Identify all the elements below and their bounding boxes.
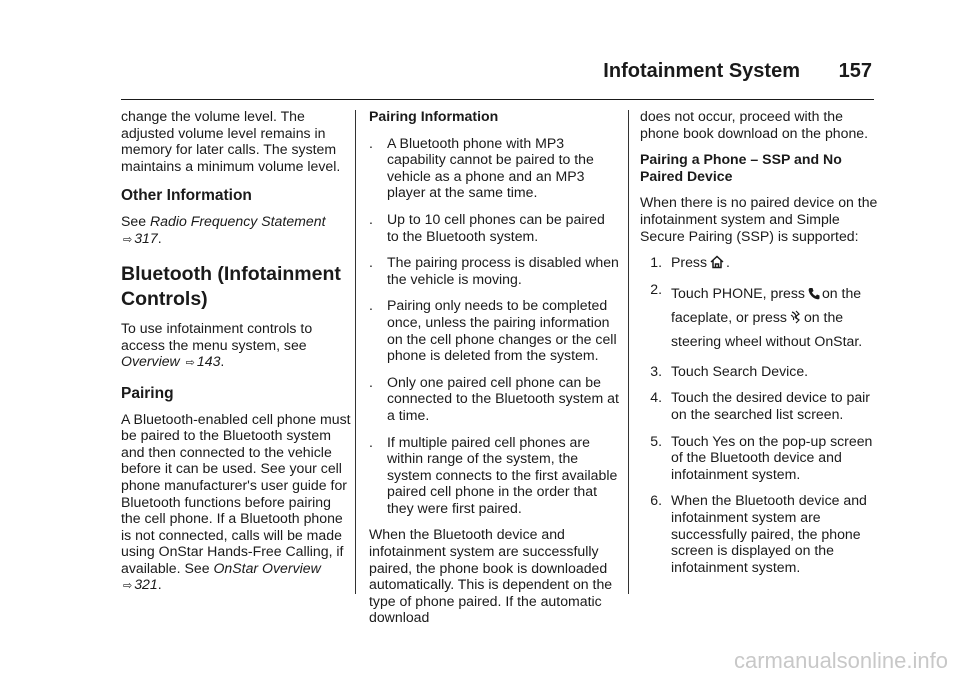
voice-recognition-icon <box>790 310 802 324</box>
list-item <box>640 492 880 575</box>
list-item <box>640 363 880 380</box>
bullet-text: If multiple paired cell phones are within range of the system, the system connects to the first available paired cell phone in the order that they were first paired. <box>387 433 618 516</box>
bullet-mark: . <box>369 373 373 390</box>
bullet-text: A Bluetooth phone with MP3 capability cannot be paired to the vehicle as a phone and an MP3 player at the same time. <box>387 134 594 201</box>
ssp-intro-paragraph: When there is no paired device on the infotainment system and Simple Secure Pairing (SSP) is supported: <box>640 194 878 244</box>
step-2-text-b: on the <box>821 284 862 301</box>
list-item <box>369 135 619 201</box>
step-number: 6. <box>650 492 662 509</box>
home-icon <box>710 255 724 269</box>
list-item <box>640 389 880 422</box>
page-ref-arrow-icon: ⇨ <box>185 357 195 370</box>
bullet-text: Up to 10 cell phones can be paired to the Bluetooth system. <box>387 210 605 244</box>
phone-book-paragraph: When the Bluetooth device and infotainment system are successfully paired, the phone book is downloaded automatically. This is dependent on the type of phone paired. If the automatic download <box>369 526 613 626</box>
pairing-body-text: A Bluetooth-enabled cell phone must be paired to the Bluetooth system and then connected to the vehicle before it can be used. See your cell phone manufacturer's user guide for Bluetooth functions before pairing the cell phone. If a Bluetooth phone is not connected, calls will be made using OnStar Hands-Free Calling, if available. See <box>121 410 351 576</box>
step-number: 5. <box>650 432 662 449</box>
column-1 <box>121 108 353 605</box>
column-divider-1 <box>355 110 356 594</box>
step-2-text-a: Touch PHONE, press <box>671 284 805 301</box>
list-item <box>369 434 619 517</box>
list-item <box>640 254 880 271</box>
pairing-heading: Pairing <box>121 384 174 402</box>
step-text: Touch Yes on the pop-up screen of the Bluetooth device and infotainment system. <box>671 432 873 482</box>
list-item <box>369 297 619 363</box>
column-2 <box>369 108 619 636</box>
step-number: 3. <box>650 362 662 379</box>
step-2-text-d: on the steering wheel without OnStar. <box>671 308 863 349</box>
step-text: Touch Search Device. <box>671 362 809 379</box>
bullet-text: Pairing only needs to be completed once, unless the pairing information on the cell phone changes or the cell phone is deleted from the system. <box>387 297 617 364</box>
page-ref-arrow-icon: ⇨ <box>123 580 133 593</box>
bullet-text: Only one paired cell phone can be connected to the Bluetooth system at a time. <box>387 373 619 423</box>
step-number: 4. <box>650 389 662 406</box>
bluetooth-section-heading <box>121 262 353 312</box>
onstar-overview-page[interactable]: 321 <box>134 576 158 593</box>
bullet-mark: . <box>369 134 373 151</box>
column-divider-2 <box>628 110 629 594</box>
bullet-text: The pairing process is disabled when the vehicle is moving. <box>387 254 619 287</box>
step-text: When the Bluetooth device and infotainment system are successfully paired, the phone screen is displayed on the infotainment system. <box>671 492 867 575</box>
step-number: 1. <box>650 254 662 271</box>
bullet-mark: . <box>369 210 373 227</box>
page-header-title: Infotainment System <box>603 60 800 82</box>
other-information-heading: Other Information <box>121 187 252 205</box>
pairing-information-heading: Pairing Information <box>369 108 499 124</box>
intro-paragraph: change the volume level. The adjusted volume level remains in memory for later calls. The system maintains a minimum volume level. <box>121 108 341 174</box>
column-3 <box>640 108 880 585</box>
list-item <box>640 281 880 353</box>
step-1-text: Press <box>671 254 708 271</box>
header-rule <box>121 99 874 100</box>
page-ref-arrow-icon: ⇨ <box>123 233 133 246</box>
radio-reference-paragraph: See Radio Frequency Statement ⇨ 317. <box>121 212 326 246</box>
step-2-text-c: faceplate, or press <box>671 308 787 325</box>
bullet-mark: . <box>369 254 373 271</box>
list-item <box>369 211 619 244</box>
list-item <box>640 433 880 483</box>
overview-page[interactable]: 143 <box>196 353 221 370</box>
step-text: Touch the desired device to pair on the searched list screen. <box>671 389 870 422</box>
list-item <box>369 374 619 424</box>
see-label: See <box>121 212 147 229</box>
step-text: Press . <box>671 254 730 271</box>
ssp-heading: Pairing a Phone – SSP and No Paired Device <box>640 151 842 184</box>
radio-frequency-page[interactable]: 317 <box>134 229 158 246</box>
watermark: carmanualsonline.info <box>733 648 948 673</box>
bullet-mark: . <box>369 433 373 450</box>
overview-link[interactable]: Overview <box>121 353 180 370</box>
phone-icon <box>808 287 820 300</box>
continued-paragraph: does not occur, proceed with the phone book download on the phone. <box>640 108 869 141</box>
bluetooth-intro-paragraph: To use infotainment controls to access the menu system, see Overview ⇨ 143. <box>121 320 313 370</box>
page-number: 157 <box>838 60 872 82</box>
bullet-mark: . <box>369 297 373 314</box>
step-number: 2. <box>650 280 662 297</box>
list-item <box>369 254 619 287</box>
bluetooth-heading-line-2: Controls) <box>121 288 208 311</box>
pairing-paragraph: A Bluetooth-enabled cell phone must be paired to the Bluetooth system and then connected to the vehicle before it can be used. See your cell phone manufacturer's user guide for Bluetooth functions before pairing the cell phone. If a Bluetooth phone is not connected, calls will be made using OnStar Hands-Free Calling, if available. See OnStar Overview ⇨ 321. <box>121 410 351 593</box>
bluetooth-intro-text: To use infotainment controls to access the menu system, see <box>121 320 313 353</box>
bluetooth-heading-line-1: Bluetooth (Infotainment <box>121 263 341 286</box>
radio-frequency-link[interactable]: Radio Frequency Statement <box>150 212 326 229</box>
step-text <box>671 281 880 353</box>
onstar-overview-link[interactable]: OnStar Overview <box>213 559 321 576</box>
